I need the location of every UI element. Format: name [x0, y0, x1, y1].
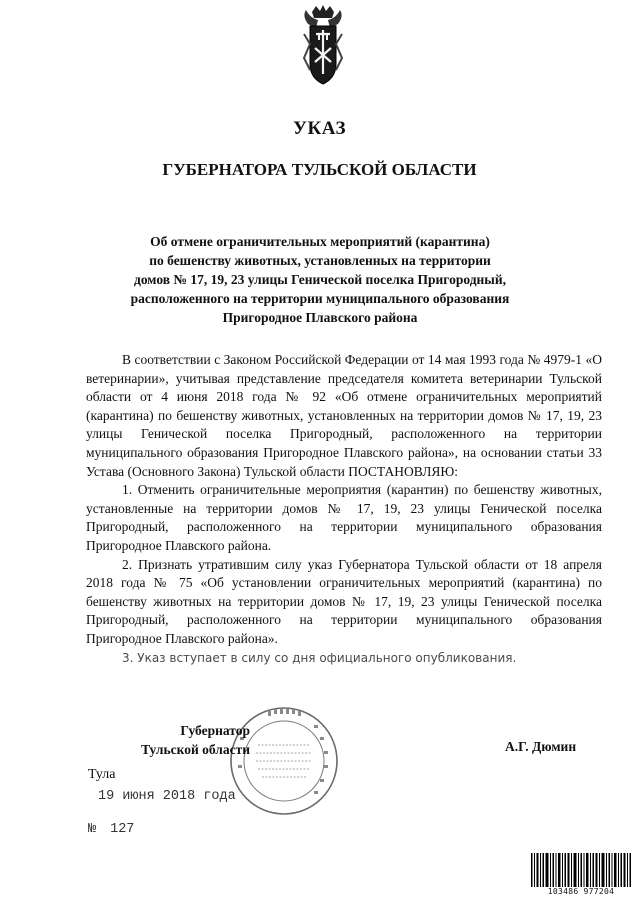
signatory-position: [118, 721, 250, 759]
subject-line: расположенного на территории муниципального образования: [130, 291, 510, 306]
subject-line: Об отмене ограничительных мероприятий (карантина): [150, 234, 490, 249]
signatory-name: А.Г. Дюмин: [505, 739, 577, 754]
number-label: №: [88, 822, 97, 837]
subject-line: домов № 17, 19, 23 улицы Генической поселка Пригородный,: [133, 272, 507, 287]
barcode-icon: [530, 853, 632, 887]
signing-date: 19 июня 2018 года: [98, 789, 236, 804]
barcode-number: 103486 977204: [547, 887, 615, 896]
item-2-paragraph: 2. Признать утратившим силу указ Губернатора Тульской области от 18 апреля 2018 года № 75 «Об установлении ограничительных мероприятий (карантина) по бешенству животных на территории домов № 17, 19, 23 улицы Генической поселка Пригородный, расположенного на территории муниципального образования Пригородное Плавского района».: [86, 556, 602, 646]
document-type-title: УКАЗ: [293, 118, 346, 139]
signatory-position-line: Губернатор: [180, 723, 250, 738]
item-1-paragraph: 1. Отменить ограничительные мероприятия (карантин) по бешенству животных, установленные на территории домов № 17, 19, 23 улицы Генической поселка Пригородный, расположенного на территории муниципального образования Пригородное Плавского района.: [86, 482, 602, 553]
preamble-paragraph: В соответствии с Законом Российской Федерации от 14 мая 1993 года № 4979-1 «О ветеринарии», учитывая представление председателя комитета ветеринарии Тульской области от 4 июня 2018 года № 92 «Об отмене ограничительных мероприятий (карантина) по бешенству животных, установленных на территории домов № 17, 19, 23 улицы Генической поселка Пригородный, расположенного на территории муниципального образования Пригородное Плавского района», на основании статьи 33 Устава (Основного Закона) Тульской области ПОСТАНОВЛЯЮ:: [86, 352, 602, 479]
item-3-paragraph: 3. Указ вступает в силу со дня официального опубликования.: [122, 650, 517, 665]
signatory-position-line: Тульской области: [141, 742, 250, 757]
subject-line: Пригородное Плавского района: [222, 310, 418, 325]
issuer-title: ГУБЕРНАТОРА ТУЛЬСКОЙ ОБЛАСТИ: [162, 160, 477, 179]
document-subject: [80, 232, 560, 327]
document-number: [88, 822, 134, 837]
place-of-signing: Тула: [88, 767, 116, 782]
coat-of-arms-icon: [298, 4, 348, 90]
document-body: [86, 351, 602, 667]
number-value: 127: [110, 822, 135, 837]
subject-line: по бешенству животных, установленных на территории: [149, 253, 491, 268]
